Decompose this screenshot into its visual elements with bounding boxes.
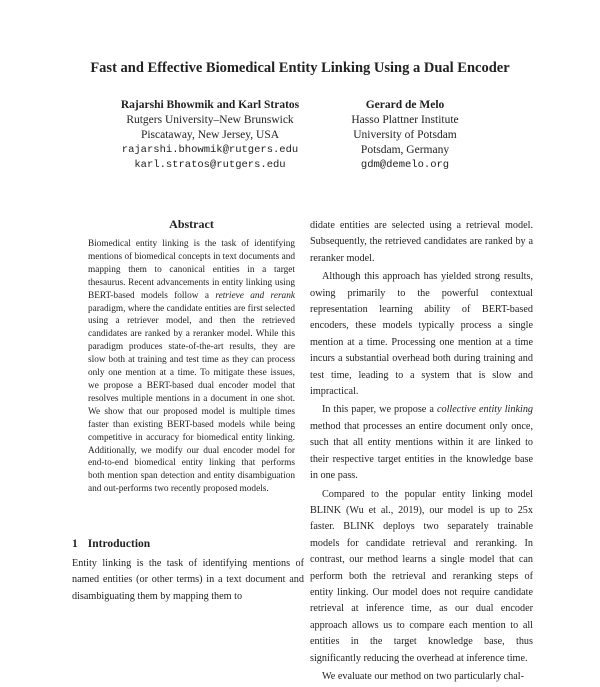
- body-paragraph: Although this approach has yielded strong results, owing primarily to the powerful contextual representation learning ability of BERT-based encoders, these models typically process a single mention at a time. Processing one mention at a time incurs a substantial overhead both during training and test time, leading to a system that is slow and impractical.: [310, 271, 533, 398]
- body-text: method that processes an entire document only once, such that all entity mentions within it are linked to their respective target entities in the knowledge base in one pass.: [310, 420, 533, 482]
- author-block-left: [90, 98, 330, 173]
- body-emphasis: collective entity linking: [436, 404, 534, 416]
- abstract-text: Biomedical entity linking is the task of identifying mentions of biomedical concepts in text documents and mapping them to canonical entities in a target thesaurus. Recent advancements in entity linking using BERT-based models follow a: [88, 239, 295, 301]
- section-title: Introduction: [87, 538, 151, 550]
- author-affiliation: Rutgers University–New Brunswick: [126, 114, 294, 126]
- author-block-right: [330, 98, 480, 173]
- author-email[interactable]: gdm@demelo.org: [360, 159, 450, 171]
- section-number: 1: [72, 538, 78, 550]
- abstract-text: paradigm, where the candidate entities are first selected using a retriever model, and then the retrieved candidates are ranked by a reranker model. While this paradigm produces state-of-the-art results, they are slow both at training and test time as they can process only one mention at a time. To mitigate these issues, we propose a BERT-based dual encoder model that resolves multiple mentions in a document in one shot. We show that our proposed model is multiple times faster than existing BERT-based models while being competitive in accuracy for biomedical entity linking. Additionally, we modify our dual encoder model for end-to-end biomedical entity linking that performs both mention span detection and entity disambiguation and out-performs two recently proposed models.: [88, 303, 295, 495]
- author-location: Potsdam, Germany: [360, 144, 450, 156]
- author-email[interactable]: rajarshi.bhowmik@rutgers.edu: [121, 144, 299, 156]
- paper-title: Fast and Effective Biomedical Entity Linking Using a Dual Encoder: [90, 60, 510, 76]
- right-column: [310, 218, 533, 687]
- body-paragraph: Entity linking is the task of identifying mentions of named entities (or other terms) in a text document and disambiguating them by mapping them to: [72, 558, 304, 602]
- author-affiliation: Hasso Plattner Institute: [351, 114, 459, 126]
- body-paragraph: [310, 402, 533, 484]
- abstract-heading: Abstract: [169, 217, 214, 231]
- abstract-paragraph: [88, 238, 295, 496]
- body-text: In this paper, we propose a: [322, 404, 437, 416]
- author-location: Piscataway, New Jersey, USA: [140, 129, 280, 141]
- abstract-emphasis: retrieve and rerank: [215, 290, 295, 301]
- author-names: Gerard de Melo: [365, 99, 445, 111]
- body-paragraph: We evaluate our method on two particularly chal-: [322, 670, 525, 682]
- body-paragraph: didate entities are selected using a retrieval model. Subsequently, the retrieved candidates are ranked by a reranker model.: [310, 220, 533, 264]
- body-paragraph: Compared to the popular entity linking model BLINK (Wu et al., 2019), our model is up to 25x faster. BLINK deploys two separately trainable models for candidate retrieval and reranking. In contrast, our method learns a single model that can perform both the retrieval and reranking steps of entity linking. Our model does not require candidate retrieval at inference time, as our dual encoder approach allows us to compare each mention to all entities in the target knowledge base, thus significantly reducing the overhead at inference time.: [310, 488, 533, 664]
- abstract-body: [88, 238, 295, 496]
- author-email[interactable]: karl.stratos@rutgers.edu: [134, 159, 286, 171]
- introduction-body-left: [72, 556, 304, 605]
- author-university: University of Potsdam: [353, 129, 457, 141]
- author-names: Rajarshi Bhowmik and Karl Stratos: [120, 99, 300, 111]
- section-heading-introduction: [72, 538, 150, 550]
